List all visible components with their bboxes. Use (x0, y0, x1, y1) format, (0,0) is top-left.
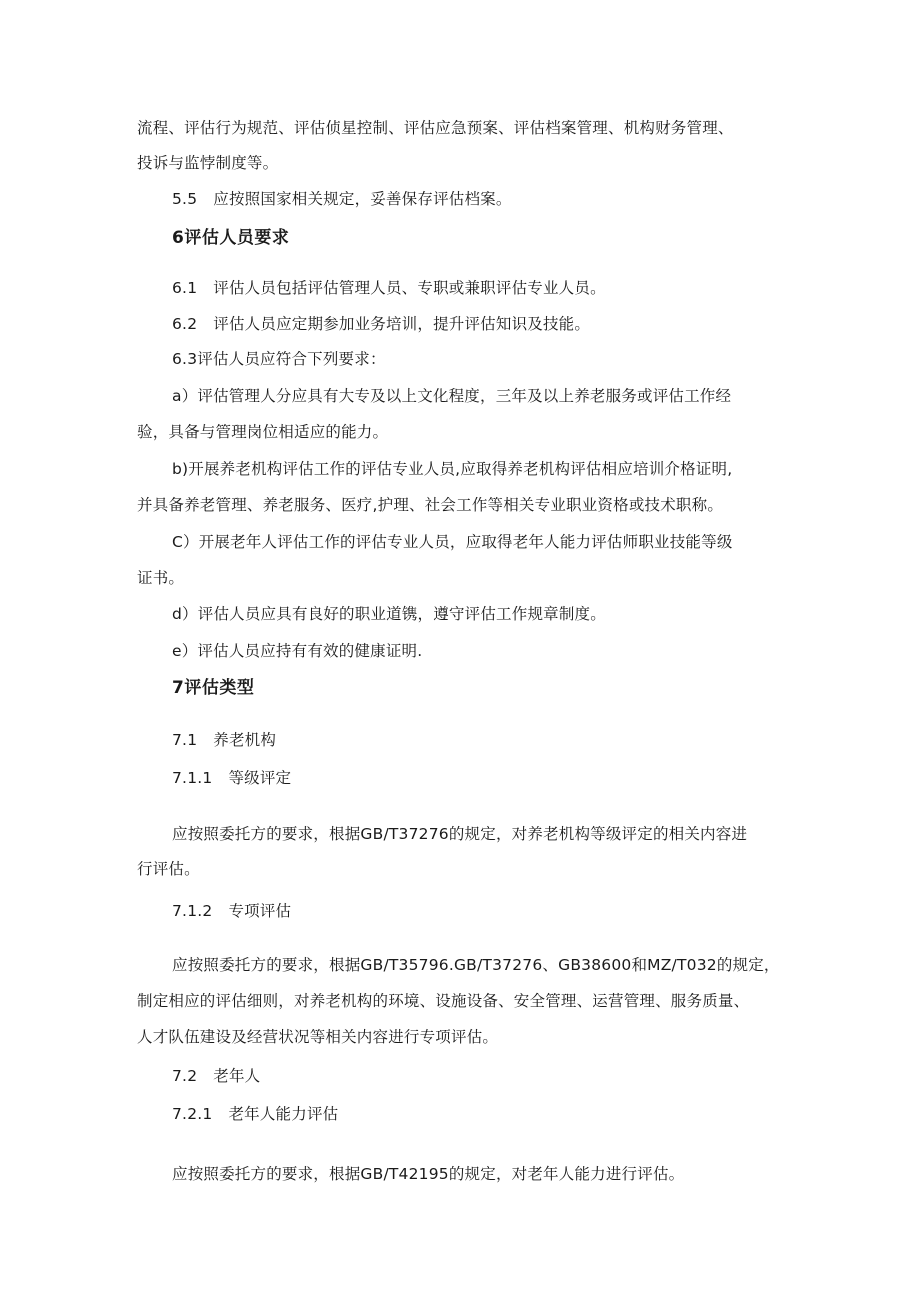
clause-text: 专项评估 (228, 902, 292, 920)
clause-text: 老年人能力评估 (228, 1105, 339, 1123)
clause-text: 应按照国家相关规定，妥善保存评估档案。 (213, 190, 512, 208)
clause-number: 7.2 (172, 1067, 198, 1085)
clause-6-1 (172, 278, 606, 298)
item-b-line-1: b)开展养老机构评估工作的评估专业人员,应取得养老机构评估相应培训介格证明, (172, 460, 733, 478)
clause-number: 6.1 (172, 279, 198, 297)
clause-number: 7.1.1 (172, 769, 213, 787)
clause-text: 养老机构 (213, 731, 277, 749)
clause-number: 7.1.2 (172, 902, 213, 920)
clause-text: 老年人 (213, 1067, 261, 1085)
clause-number: 6.2 (172, 315, 198, 333)
clause-7-1-2 (172, 901, 291, 921)
clause-number: 7.1 (172, 731, 198, 749)
clause-text: 评估人员包括评估管理人员、专职或兼职评估专业人员。 (213, 279, 606, 297)
item-c-line-1: C）开展老年人评估工作的评估专业人员，应取得老年人能力评估师职业技能等级 (172, 533, 733, 551)
clause-6-2 (172, 314, 590, 334)
item-e: e）评估人员应持有有效的健康证明. (172, 642, 423, 660)
continuation-line-1: 流程、评估行为规范、评估侦星控制、评估应急预案、评估档案管理、机构财务管理、 (137, 119, 734, 137)
clause-7-1 (172, 730, 276, 750)
clause-7-1-1 (172, 768, 291, 788)
clause-7-2-1 (172, 1104, 338, 1124)
continuation-line-2: 投诉与监悖制度等。 (137, 154, 279, 172)
item-a-line-2: 验，具备与管理岗位相适应的能力。 (137, 423, 389, 441)
para-7-2-1: 应按照委托方的要求，根据GB/T42195的规定，对老年人能力进行评估。 (172, 1165, 685, 1183)
item-a-line-1: a）评估管理人分应具有大专及以上文化程度，三年及以上养老服务或评估工作经 (172, 387, 732, 405)
clause-text: 评估人员应定期参加业务培训，提升评估知识及技能。 (213, 315, 591, 333)
item-b-line-2: 并具备养老管理、养老服务、医疗,护理、社会工作等相关专业职业资格或技术职称。 (137, 496, 724, 514)
clause-7-2 (172, 1066, 260, 1086)
para-7-1-2-line-1: 应按照委托方的要求，根据GB/T35796.GB/T37276、GB38600和MZ/T032的规定， (172, 956, 780, 974)
clause-number: 7.2.1 (172, 1105, 213, 1123)
para-7-1-1-line-1: 应按照委托方的要求，根据GB/T37276的规定，对养老机构等级评定的相关内容进 (172, 825, 748, 843)
clause-text: 等级评定 (228, 769, 292, 787)
item-c-line-2: 证书。 (137, 569, 185, 587)
section-heading-6: 6评估人员要求 (172, 228, 290, 248)
clause-number: 5.5 (172, 190, 198, 208)
section-heading-7: 7评估类型 (172, 678, 255, 698)
clause-6-3: 6.3评估人员应符合下列要求： (172, 350, 386, 368)
para-7-1-2-line-2: 制定相应的评估细则，对养老机构的环境、设施设备、安全管理、运营管理、服务质量、 (137, 992, 750, 1010)
para-7-1-1-line-2: 行评估。 (137, 860, 200, 878)
item-d: d）评估人员应具有良好的职业道镌，遵守评估工作规章制度。 (172, 605, 606, 623)
clause-5-5 (172, 189, 512, 209)
para-7-1-2-line-3: 人才队伍建设及经营状况等相关内容进行专项评估。 (137, 1028, 499, 1046)
